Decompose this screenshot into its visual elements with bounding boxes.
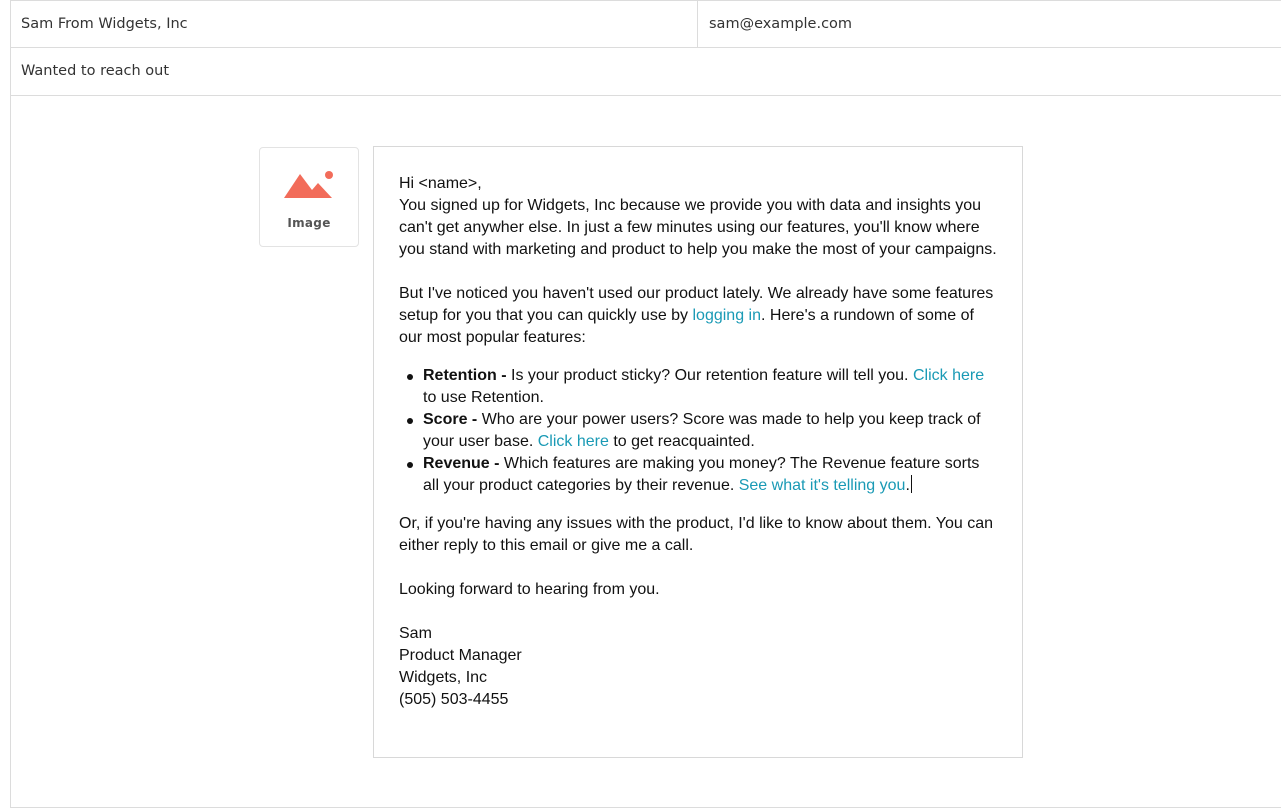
feature-item-revenue: Revenue - Which features are making you money? The Revenue feature sorts all your product categories by their revenue. See what it's telling you. <box>399 453 997 497</box>
subject-field[interactable]: Wanted to reach out <box>21 63 170 79</box>
feature-item-score: Score - Who are your power users? Score was made to help you keep track of your user base. Click here to get reacquainted. <box>399 409 997 453</box>
features-intro-paragraph: But I've noticed you haven't used our product lately. We already have some features setup for you that you can quickly use by logging in. Here's a rundown of some of our most popular features: <box>399 285 994 346</box>
image-placeholder-icon <box>284 170 336 202</box>
signature-name: Sam <box>399 625 432 642</box>
text-cursor <box>911 475 912 493</box>
email-body-editor[interactable] <box>373 146 1023 758</box>
from-name-field[interactable]: Sam From Widgets, Inc <box>11 1 698 47</box>
feature-title: Retention - <box>423 367 507 384</box>
signature-phone: (505) 503-4455 <box>399 691 509 708</box>
feature-title: Score - <box>423 411 478 428</box>
signature-company: Widgets, Inc <box>399 669 488 686</box>
image-block-label: Image <box>287 216 331 230</box>
issues-paragraph: Or, if you're having any issues with the product, I'd like to know about them. You can either reply to this email or give me a call. <box>399 515 994 554</box>
closing-paragraph: Looking forward to hearing from you. <box>399 581 660 598</box>
logging-in-link[interactable]: logging in <box>692 307 761 324</box>
email-editor <box>10 0 1281 808</box>
feature-item-retention: Retention - Is your product sticky? Our retention feature will tell you. Click here to use Retention. <box>399 365 997 409</box>
intro-paragraph: You signed up for Widgets, Inc because we provide you with data and insights you can't get anywher else. In just a few minutes using our features, you'll know where you stand with marketing and product to help you make the most of your campaigns. <box>399 197 997 258</box>
from-row <box>11 1 1281 48</box>
feature-title: Revenue - <box>423 455 500 472</box>
retention-link[interactable]: Click here <box>912 367 985 384</box>
image-block-button[interactable] <box>259 147 359 247</box>
signature-title: Product Manager <box>399 647 522 664</box>
revenue-link[interactable]: See what it's telling you <box>738 477 906 494</box>
features-list <box>399 365 997 497</box>
from-email-field[interactable]: sam@example.com <box>709 16 853 32</box>
subject-row <box>11 48 1281 96</box>
greeting-text: Hi <name>, <box>399 175 482 192</box>
score-link[interactable]: Click here <box>537 433 609 450</box>
